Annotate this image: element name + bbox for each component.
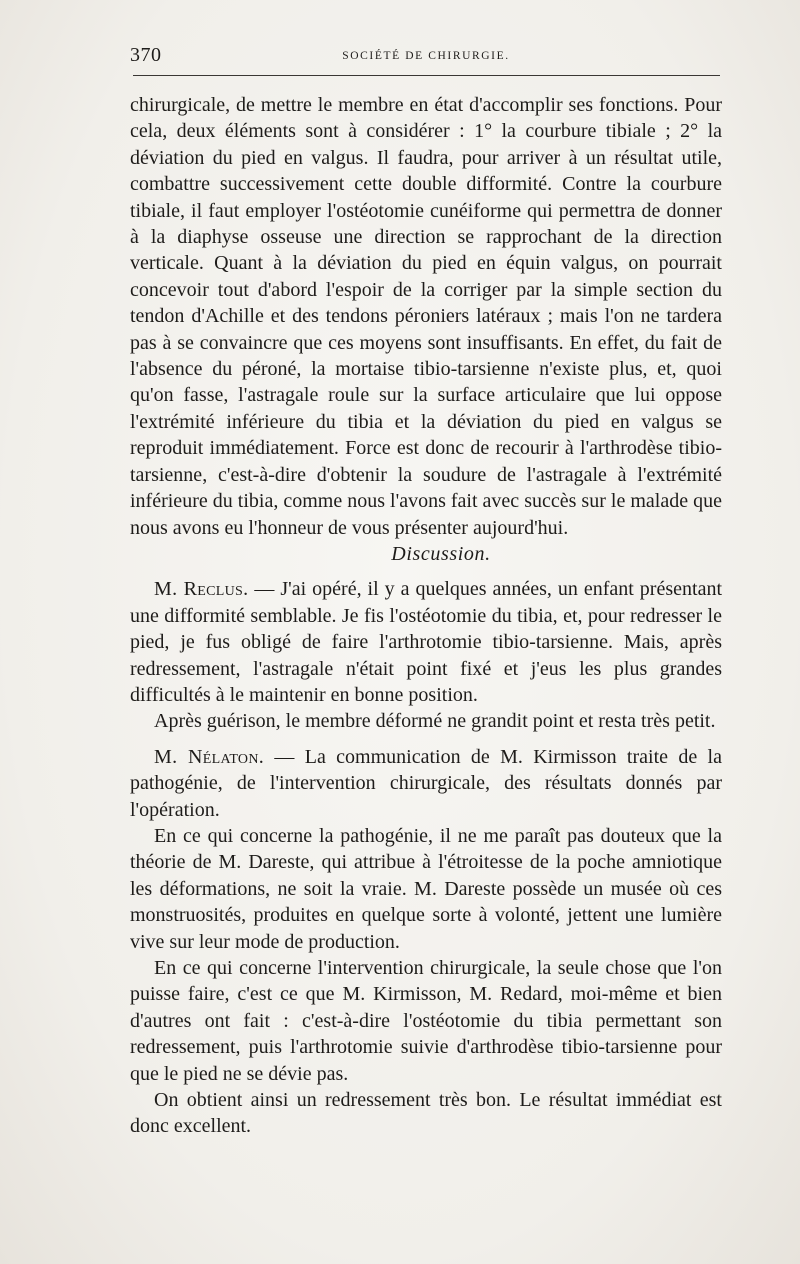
paragraph: On obtient ainsi un redressement très bon. Le résultat immédiat est donc excellent.	[130, 1089, 722, 1138]
speaker-name: M. Reclus.	[154, 578, 249, 601]
header-rule	[133, 75, 720, 76]
paragraph: Après guérison, le membre déformé ne grandit point et resta très petit.	[154, 710, 716, 733]
paragraph-text: — La communication de M. Kirmisson traite de la pathogénie, de l'intervention chirurgicale, des résultats donnés par l'opération.	[130, 745, 722, 821]
speaker-name: M. Nélaton.	[154, 745, 265, 768]
paragraph: En ce qui concerne la pathogénie, il ne me paraît pas douteux que la théorie de M. Dareste, qui attribue à l'étroitesse de la poche amniotique les déformations, ne soit la vraie. M. Dareste possède un musée où ces monstruosités, produites en quelque sorte à volonté, jettent une lumière vive sur leur mode de production.	[130, 824, 722, 953]
paragraph-reclus	[130, 576, 722, 708]
page-number: 370	[130, 44, 162, 66]
body-text	[130, 92, 722, 1140]
section-heading-discussion: Discussion.	[391, 542, 491, 565]
paragraph: En ce qui concerne l'intervention chirurgicale, la seule chose que l'on puisse faire, c'est ce que M. Kirmisson, M. Redard, moi-même et bien d'autres ont fait : c'est-à-dire l'ostéotomie du tibia permettant son redressement, puis l'arthrotomie suivie d'arthrodèse tibio-tarsienne pour que le pied ne se dévie pas.	[130, 957, 722, 1085]
paragraph-continuation: chirurgicale, de mettre le membre en état d'accomplir ses fonctions. Pour cela, deux éléments sont à considérer : 1° la courbure tibiale ; 2° la déviation du pied en valgus. Il faudra, pour arriver à un résultat utile, combattre successivement cette double difformité. Contre la courbure tibiale, il faut employer l'ostéotomie cunéiforme qui permettra de donner à la diaphyse osseuse une direction se rapprochant de la direction verticale. Quant à la déviation du pied en équin valgus, on pourrait concevoir tout d'abord l'espoir de la corriger par la simple section du tendon d'Achille et des tendons péroniers latéraux ; mais l'on ne tardera pas à se convaincre que ces moyens sont insuffisants. En effet, du fait de l'absence du péroné, la mortaise tibio-tarsienne n'existe plus, et, quoi qu'on fasse, l'astragale roule sur la surface articulaire que lui oppose l'extrémité inférieure du tibia et la déviation du pied en valgus se reproduit immédiatement. Force est donc de recourir à l'arthrodèse tibio-tarsienne, c'est-à-dire d'obtenir la soudure de l'astragale à l'extrémité inférieure du tibia, comme nous l'avons fait avec succès sur le malade que nous avons eu l'honneur de vous présenter aujourd'hui.	[130, 94, 722, 539]
page-header	[130, 44, 722, 70]
running-title: SOCIÉTÉ DE CHIRURGIE.	[342, 50, 510, 62]
paragraph-text: — J'ai opéré, il y a quelques années, un enfant présentant une difformité semblable. Je fis l'ostéotomie du tibia, et, pour redresser le pied, je fus obligé de faire l'arthrotomie tibio-tarsienne. Mais, après redressement, l'astragale n'était point fixé et j'eus les plus grandes difficultés à le maintenir en bonne position.	[130, 578, 722, 706]
paragraph-nelaton	[130, 744, 722, 823]
